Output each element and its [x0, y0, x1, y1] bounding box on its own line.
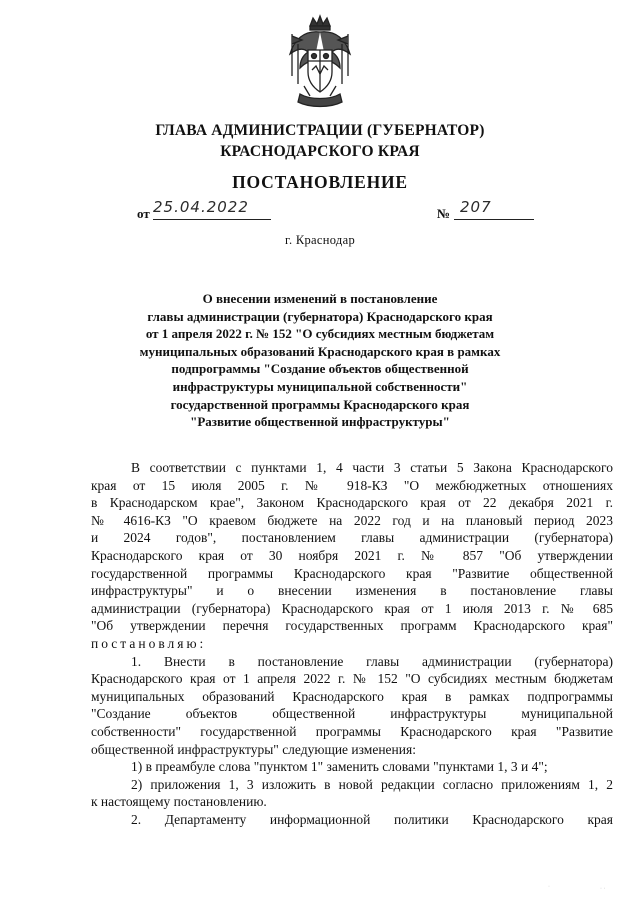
number-value: 207 [460, 198, 492, 216]
body-line: администрации (губернатора) Краснодарского края от 1 июля 2013 г. № 685 [91, 600, 613, 616]
body-line: Краснодарского края от 30 ноября 2021 г. № 857 "Об утверждении [91, 547, 613, 563]
body-line: 2) приложения 1, 3 изложить в новой редакции согласно приложениям 1, 2 [131, 776, 613, 792]
subject-line: государственной программы Краснодарского края [170, 396, 470, 412]
body-line: к настоящему постановлению. [91, 794, 267, 810]
subject-line: "Развитие общественной инфраструктуры" [190, 414, 450, 430]
subject-line: от 1 апреля 2022 г. № 152 "О субсидиях местным бюджетам [145, 326, 495, 342]
authority-title-line-1: ГЛАВА АДМИНИСТРАЦИИ (ГУБЕРНАТОР) [155, 122, 485, 139]
body-line: В соответствии с пунктами 1, 4 части 3 статьи 5 Закона Краснодарского [131, 460, 613, 475]
date-underline [153, 219, 271, 220]
number-underline [454, 219, 534, 220]
scan-artifact: · · [600, 886, 606, 892]
subject-line: О внесении изменений в постановление [202, 291, 438, 306]
body-line: муниципальных образований Краснодарского края в рамках подпрограммы [91, 688, 613, 704]
scan-artifact: · [548, 884, 550, 890]
body-line: "Создание объектов общественной инфраструктуры муниципальной [91, 706, 613, 722]
number-label: № [437, 206, 451, 221]
city: г. Краснодар [285, 233, 355, 247]
body-line: собственности" государственной программы Краснодарского края "Развитие [91, 723, 613, 739]
body-line: общественной инфраструктуры" следующие изменения: [91, 741, 416, 757]
document-body [91, 459, 613, 828]
date-value: 25.04.2022 [153, 198, 249, 216]
body-line: постановляю: [91, 635, 207, 651]
body-line: № 4616-КЗ "О краевом бюджете на 2022 год и на плановый период 2023 [91, 512, 613, 528]
body-line: края от 15 июля 2005 г. № 918-КЗ "О межбюджетных отношениях [91, 477, 613, 493]
subject-line: подпрограммы "Создание объектов общественной [171, 361, 469, 377]
body-line: 1. Внести в постановление главы администрации (губернатора) [131, 653, 613, 669]
body-line: в Краснодарском крае", Законом Краснодарского края от 22 декабря 2021 г. [91, 495, 613, 511]
document-type: ПОСТАНОВЛЕНИЕ [232, 172, 408, 192]
body-line: и 2024 годов", постановлением главы администрации (губернатора) [91, 530, 613, 546]
body-line: 1) в преамбуле слова "пунктом 1" заменить словами "пунктами 1, 3 и 4"; [131, 759, 548, 775]
coat-of-arms-icon [284, 14, 356, 110]
body-line: государственной программы Краснодарского края "Развитие общественной [91, 565, 613, 581]
subject-line: главы администрации (губернатора) Краснодарского края [147, 308, 493, 324]
authority-title-line-2: КРАСНОДАРСКОГО КРАЯ [220, 143, 420, 160]
body-line: инфраструктуры" и о внесении изменения в постановление главы [91, 583, 613, 599]
document-subject [130, 290, 510, 431]
subject-line: инфраструктуры муниципальной собственности" [172, 378, 468, 394]
subject-line: муниципальных образований Краснодарского края в рамках [139, 343, 501, 359]
date-label: от [137, 206, 150, 221]
body-line: 2. Департаменту информационной политики Краснодарского края [131, 811, 613, 827]
body-line: "Об утверждении перечня государственных программ Краснодарского края" [91, 618, 613, 634]
body-line: Краснодарского края от 1 апреля 2022 г. № 152 "О субсидиях местным бюджетам [91, 671, 613, 687]
